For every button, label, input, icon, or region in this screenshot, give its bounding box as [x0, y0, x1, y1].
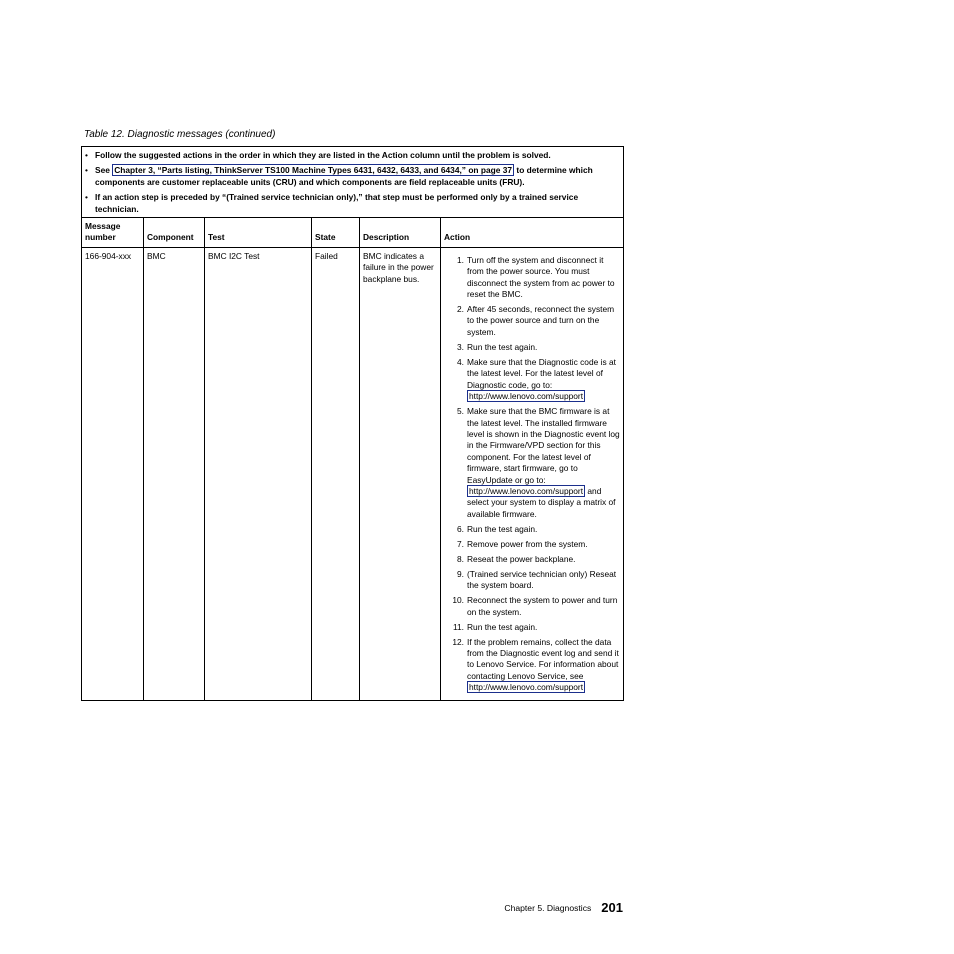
list-item: 11. Run the test again. [452, 621, 538, 632]
header-description: Description [360, 218, 441, 248]
table-header-row [82, 218, 624, 248]
note-1: • Follow the suggested actions in the order in which they are listed in the Action column until the problem is solved. [85, 150, 551, 160]
list-item: 4. Make sure that the Diagnostic code is at the latest level. For the latest level of Diagnostic code, go to: http://www.lenovo.com/support [457, 356, 616, 402]
page-number: 201 [601, 900, 623, 915]
lenovo-support-link[interactable]: http://www.lenovo.com/support [469, 485, 584, 496]
action-steps-list [444, 255, 620, 694]
lenovo-support-link[interactable]: http://www.lenovo.com/support [469, 391, 584, 402]
footer-chapter: Chapter 5. Diagnostics [504, 903, 592, 913]
cell-state: Failed [312, 247, 360, 700]
list-item: 3. Run the test again. [457, 341, 538, 352]
list-item: 5. Make sure that the BMC firmware is at the latest level. The installed firmware level is shown in the Diagnostic event log in the Firmware/VPD section for this component. For the latest level of firmware, start firmware, go to EasyUpdate or go to: http://www.lenovo.com/support and select your system to display a matrix of available firmware. [457, 406, 620, 519]
cell-message-number: 166-904-xxx [82, 247, 144, 700]
note-2: • See Chapter 3, “Parts listing, ThinkServer TS100 Machine Types 6431, 6432, 6433, and 6434,” on page 37 to determine which components are customer replaceable units (CRU) and which components are field replaceable units (FRU). [85, 165, 593, 187]
table-notes [82, 147, 624, 218]
list-item: 12. If the problem remains, collect the data from the Diagnostic event log and send it to Lenovo Service. For information about contacting Lenovo Service, see http://www.lenovo.com/support [452, 636, 619, 693]
table-row [82, 247, 624, 700]
cell-description: BMC indicates a failure in the power backplane bus. [360, 247, 441, 700]
list-item: 6. Run the test again. [457, 523, 538, 534]
lenovo-support-link[interactable]: http://www.lenovo.com/support [469, 682, 584, 693]
list-item: 9. (Trained service technician only) Reseat the system board. [457, 568, 617, 591]
header-component: Component [144, 218, 205, 248]
list-item: 2. After 45 seconds, reconnect the system to the power source and turn on the system. [457, 304, 615, 337]
diagnostic-messages-table [81, 146, 624, 701]
list-item: 1. Turn off the system and disconnect it from the power source. You must disconnect the system from ac power to reset the BMC. [457, 254, 615, 300]
page-footer [497, 899, 623, 914]
header-state: State [312, 218, 360, 248]
header-test: Test [205, 218, 312, 248]
cell-action [441, 247, 624, 700]
bullet-icon: • [85, 165, 88, 176]
cell-component: BMC [144, 247, 205, 700]
list-item: 7. Remove power from the system. [457, 538, 588, 549]
header-action: Action [441, 218, 624, 248]
list-item: 8. Reseat the power backplane. [457, 553, 576, 564]
list-item: 10. Reconnect the system to power and turn on the system. [452, 595, 618, 617]
chapter-3-link[interactable]: Chapter 3, “Parts listing, ThinkServer TS100 Machine Types 6431, 6432, 6433, and 6434,” on page 37 [114, 165, 513, 176]
cell-test: BMC I2C Test [205, 247, 312, 700]
header-message-number: Message number [82, 218, 144, 248]
table-notes-row [82, 147, 624, 218]
bullet-icon: • [85, 192, 88, 203]
table-caption: Table 12. Diagnostic messages (continued) [84, 129, 276, 140]
bullet-icon: • [85, 150, 88, 160]
note-3: • If an action step is preceded by “(Trained service technician only),” that step must be performed only by a trained service technician. [85, 192, 579, 214]
